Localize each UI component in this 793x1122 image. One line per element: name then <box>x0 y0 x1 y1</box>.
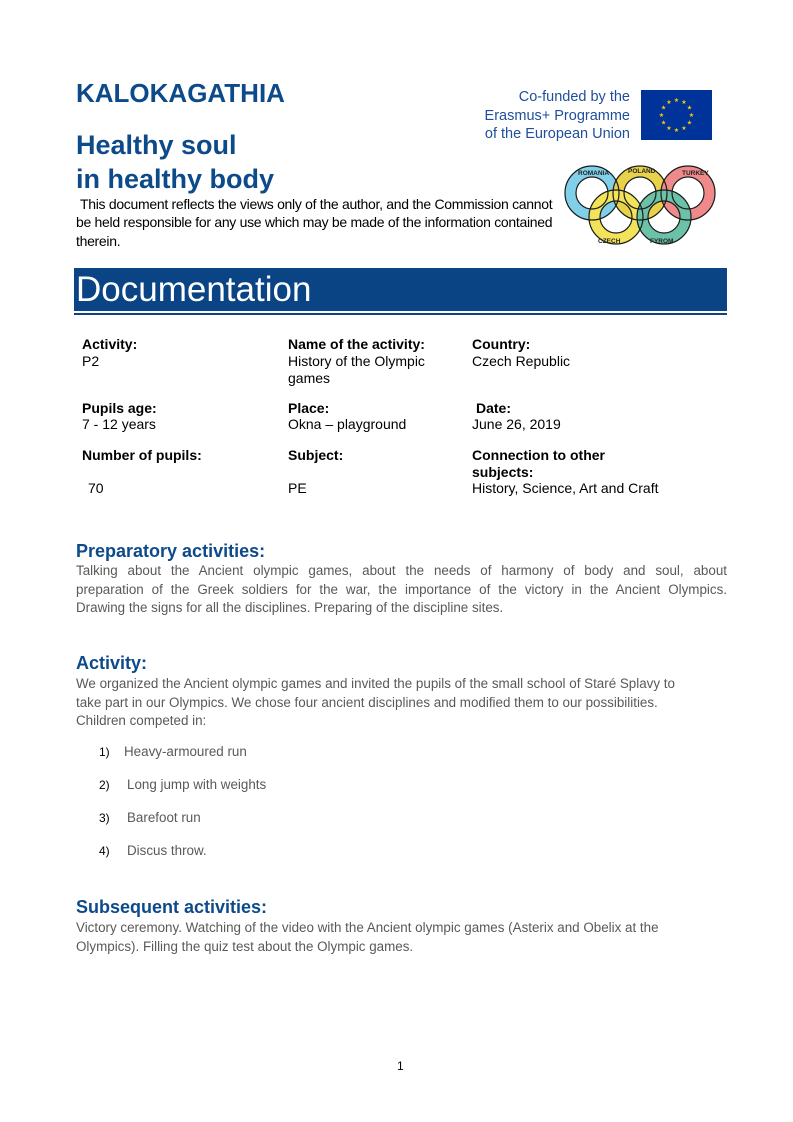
country-label: Country: <box>472 336 531 352</box>
activity-line-3: Children competed in: <box>76 713 207 728</box>
ring-label-5: FYROM <box>650 238 674 245</box>
list-item-number-4: 4) <box>99 844 110 858</box>
eu-flag-icon <box>641 90 712 140</box>
connection-value: History, Science, Art and Craft <box>472 480 659 496</box>
number-of-pupils-value: 70 <box>88 480 104 496</box>
olympic-rings-logo <box>560 163 720 248</box>
page-number: 1 <box>397 1059 404 1073</box>
ring-label-2: TURKEY <box>682 170 709 177</box>
subsequent-line-2: Olympics). Filling the quiz test about the Olympic games. <box>76 938 414 954</box>
disclaimer-line-1: This document reflects the views only of the author, and the Commission cannot <box>80 196 553 212</box>
subsequent-text <box>76 919 727 956</box>
list-item-number-2: 2) <box>99 778 110 792</box>
subsequent-line-1: Victory ceremony. Watching of the video with the Ancient olympic games (Asterix and Obelix at the <box>76 920 659 935</box>
list-item-text-1: Heavy-armoured run <box>124 744 247 759</box>
activity-name-value-line-1: History of the Olympic <box>288 353 425 369</box>
connection-label-line-2: subjects: <box>472 464 534 480</box>
activity-value: P2 <box>82 353 100 369</box>
eu-star-icon: ★ <box>688 113 695 120</box>
activity-name-label: Name of the activity: <box>288 336 425 352</box>
ring-label-4: CZECH <box>598 238 621 245</box>
eu-star-icon: ★ <box>673 128 680 135</box>
cofunded-line-2: Erasmus+ Programme <box>484 107 630 124</box>
subsequent-heading: Subsequent activities: <box>76 897 268 917</box>
ring-label-1: ROMANIA <box>578 170 610 177</box>
subtitle-line-1: Healthy soul <box>76 130 237 160</box>
list-item-text-3: Barefoot run <box>127 810 201 825</box>
activity-label: Activity: <box>82 336 138 352</box>
eu-star-icon: ★ <box>666 126 672 133</box>
banner-rule <box>74 313 727 315</box>
activity-line-1: We organized the Ancient olympic games and invited the pupils of the small school of Staré Splavy to <box>76 676 675 691</box>
documentation-banner: Documentation <box>74 268 727 311</box>
date-label: Date: <box>476 400 512 416</box>
date-value: June 26, 2019 <box>472 416 561 432</box>
cofunded-text <box>455 88 630 144</box>
project-title: KALOKAGATHIA <box>76 78 285 108</box>
pupils-age-value: 7 - 12 years <box>82 416 156 432</box>
ring-label-3: POLAND <box>628 168 656 175</box>
disclaimer-line-3: therein. <box>76 233 121 249</box>
connection-label-line-1: Connection to other <box>472 447 605 463</box>
subject-label: Subject: <box>288 447 344 463</box>
eu-star-icon: ★ <box>666 100 672 107</box>
eu-star-icon: ★ <box>681 126 687 133</box>
eu-star-icon: ★ <box>660 105 667 112</box>
preparatory-line-2: preparation of the Greek soldiers for the war, the importance of the victory in the Ancient Olympics. <box>76 581 727 597</box>
preparatory-line-1: Talking about the Ancient olympic games, about the needs of harmony of body and soul, about <box>76 563 727 578</box>
place-value: Okna – playground <box>288 416 407 432</box>
subtitle-line-2: in healthy body <box>76 164 275 194</box>
eu-star-icon: ★ <box>686 105 693 112</box>
eu-star-icon: ★ <box>686 120 693 127</box>
place-label: Place: <box>288 400 330 416</box>
cofunded-line-3: of the European Union <box>484 126 630 142</box>
country-value: Czech Republic <box>472 353 571 369</box>
number-of-pupils-label: Number of pupils: <box>82 447 202 463</box>
list-item-text-2: Long jump with weights <box>127 777 267 792</box>
eu-star-icon: ★ <box>673 98 680 105</box>
disclaimer-line-2: be held responsible for any use which may be made of the information contained <box>76 214 553 230</box>
eu-star-icon: ★ <box>658 113 665 120</box>
list-item-number-1: 1) <box>99 745 110 759</box>
list-item-number-3: 3) <box>99 811 110 825</box>
preparatory-heading: Preparatory activities: <box>76 541 266 561</box>
preparatory-text <box>76 562 727 618</box>
preparatory-line-3: Drawing the signs for all the disciplines. Preparing of the discipline sites. <box>76 600 504 615</box>
activity-heading: Activity: <box>76 653 148 673</box>
list-item-text-4: Discus throw. <box>127 843 207 858</box>
eu-star-icon: ★ <box>660 120 667 127</box>
cofunded-line-1: Co-funded by the <box>518 89 630 105</box>
activity-line-2: take part in our Olympics. We chose four ancient disciplines and modified them to our possibilities. <box>76 694 658 710</box>
activity-name-value-line-2: games <box>288 370 331 386</box>
activity-text <box>76 675 727 731</box>
eu-star-icon: ★ <box>681 100 687 107</box>
pupils-age-label: Pupils age: <box>82 400 157 416</box>
subject-value: PE <box>288 480 307 496</box>
